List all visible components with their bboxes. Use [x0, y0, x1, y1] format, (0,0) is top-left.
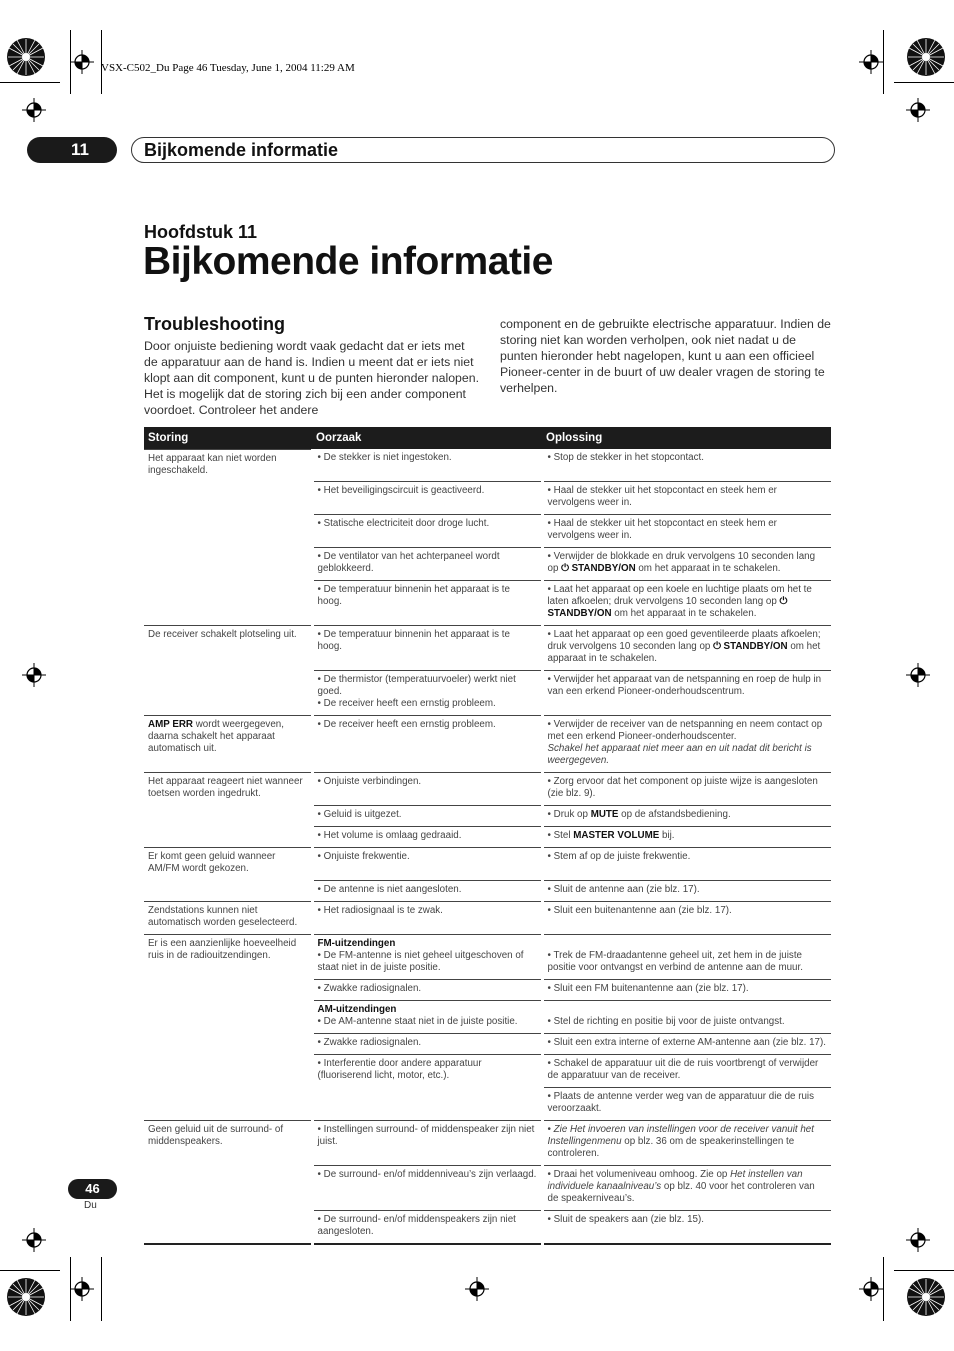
- chapter-label: Hoofdstuk 11: [144, 222, 258, 242]
- remedy-cell: • Stel MASTER VOLUME bij.: [542, 827, 831, 848]
- symptom-cell: [144, 806, 312, 827]
- symptom-cell: Het apparaat kan niet worden ingeschakeld.: [144, 449, 312, 482]
- symptom-cell: [144, 1087, 312, 1120]
- table-row: [144, 827, 831, 848]
- sunburst-mark-icon: [906, 37, 946, 77]
- page-number-badge: 46: [68, 1179, 117, 1199]
- table-row: [144, 979, 831, 1000]
- print-slug: VSX-C502_Du Page 46 Tuesday, June 1, 2004 11:29 AM: [101, 62, 355, 74]
- registration-mark-icon: [70, 50, 94, 74]
- table-row: [144, 671, 831, 716]
- column-header-storing: Storing: [144, 427, 312, 449]
- cause-cell: • Geluid is uitgezet.: [312, 806, 542, 827]
- symptom-cell: [144, 1210, 312, 1244]
- cause-cell: • De temperatuur binnenin het apparaat is te hoog.: [312, 626, 542, 671]
- remedy-cell: • Druk op MUTE op de afstandsbediening.: [542, 806, 831, 827]
- registration-mark-icon: [906, 1228, 930, 1252]
- standby-on-key: ⏻ STANDBY/ON: [561, 563, 636, 574]
- symptom-cell: [144, 1000, 312, 1033]
- remedy-cell: • Stel de richting en positie bij voor de juiste ontvangst.: [542, 1000, 831, 1033]
- symptom-cell: [144, 548, 312, 581]
- table-row: [144, 773, 831, 806]
- remedy-cell: • Laat het apparaat op een goed geventileerde plaats afkoelen; druk vervolgens 10 seconden lang op ⏻ STANDBY/ON om het apparaat in te schakelen.: [542, 626, 831, 671]
- table-row: [144, 1210, 831, 1244]
- cause-cell: • Interferentie door andere apparatuur (fluoriserend licht, motor, etc.).: [312, 1054, 542, 1087]
- remedy-cell: • Haal de stekker uit het stopcontact en steek hem er vervolgens weer in.: [542, 482, 831, 515]
- cross-reference: Zie Het invoeren van instellingen voor de receiver vanuit het Instellingenmenu: [547, 1123, 814, 1147]
- cause-cell: • De antenne is niet aangesloten.: [312, 880, 542, 901]
- symptom-cell: [144, 979, 312, 1000]
- table-row: [144, 934, 831, 979]
- table-row: [144, 1120, 831, 1165]
- master-volume-key: MASTER VOLUME: [573, 830, 660, 841]
- symptom-cell: [144, 515, 312, 548]
- am-subheading: AM-uitzendingen: [317, 1003, 397, 1015]
- table-row: [144, 626, 831, 671]
- symptom-cell: [144, 581, 312, 626]
- remedy-cell: • Zie Het invoeren van instellingen voor de receiver vanuit het Instellingenmenu op blz. 36 om de speakerinstellingen te controleren.: [542, 1120, 831, 1165]
- remedy-cell: • Sluit een buitenantenne aan (zie blz. 17).: [542, 901, 831, 934]
- symptom-cell: Geen geluid uit de surround- of middenspeakers.: [144, 1120, 312, 1165]
- remedy-cell: • Stop de stekker in het stopcontact.: [542, 449, 831, 482]
- cause-cell: • De temperatuur binnenin het apparaat is te hoog.: [312, 581, 542, 626]
- cause-cell: • De surround- en/of middenspeakers zijn niet aangesloten.: [312, 1210, 542, 1244]
- remedy-cell: • Zorg ervoor dat het component op juiste wijze is aangesloten (zie blz. 9).: [542, 773, 831, 806]
- sunburst-mark-icon: [906, 1277, 946, 1317]
- symptom-cell: [144, 671, 312, 716]
- registration-mark-icon: [859, 1277, 883, 1301]
- cause-cell: • Onjuiste verbindingen.: [312, 773, 542, 806]
- table-row: [144, 515, 831, 548]
- intro-text-right: component en de gebruikte electrische apparatuur. Indien de storing niet kan worden verholpen, ook niet nadat u de punten hieronder hebt nagelopen, kunt u aan een officieel Pioneer-center in de buurt of uw dealer vragen de storing te verhelpen.: [500, 317, 831, 395]
- remedy-cell: • Trek de FM-draadantenne geheel uit, zet hem in de juiste positie voor ontvangst en verbind de antenne aan de muur.: [542, 934, 831, 979]
- remedy-cell: • Verwijder het apparaat van de netspanning en roep de hulp in van een erkend Pioneer-onderhoudscentrum.: [542, 671, 831, 716]
- troubleshooting-table: [144, 427, 831, 1245]
- cause-cell: • De stekker is niet ingestoken.: [312, 449, 542, 482]
- table-row: [144, 1054, 831, 1087]
- registration-mark-icon: [906, 663, 930, 687]
- table-row: [144, 848, 831, 881]
- table-row: [144, 449, 831, 482]
- fm-subheading: FM-uitzendingen: [317, 937, 396, 949]
- remedy-cell: • Draai het volumeniveau omhoog. Zie op Het instellen van individuele kanaalniveau’s op blz. 40 voor het controleren van de speakerniveau’s.: [542, 1165, 831, 1210]
- symptom-cell: [144, 827, 312, 848]
- remedy-cell: • Stem af op de juiste frekwentie.: [542, 848, 831, 881]
- standby-on-key: ⏻ STANDBY/ON: [547, 596, 788, 619]
- remedy-cell: • Sluit de antenne aan (zie blz. 17).: [542, 880, 831, 901]
- cross-reference: Het instellen van individuele kanaalniveau’s: [547, 1168, 803, 1192]
- column-header-oorzaak: Oorzaak: [312, 427, 542, 449]
- table-header-row: [144, 427, 831, 449]
- section-heading: Troubleshooting: [144, 314, 285, 334]
- remedy-cell: • Haal de stekker uit het stopcontact en steek hem er vervolgens weer in.: [542, 515, 831, 548]
- symptom-cell: [144, 1033, 312, 1054]
- cause-cell: • De receiver heeft een ernstig probleem.: [312, 716, 542, 773]
- symptom-cell: [144, 1165, 312, 1210]
- page-title: Bijkomende informatie: [143, 240, 553, 283]
- amp-err-indicator: AMP ERR: [148, 719, 193, 730]
- table-row: [144, 482, 831, 515]
- remedy-cell: • Laat het apparaat op een koele en luchtige plaats om het te laten afkoelen; druk vervolgens 10 seconden lang op ⏻ STANDBY/ON om het apparaat in te schakelen.: [542, 581, 831, 626]
- remedy-cell: • Verwijder de receiver van de netspanning en neem contact op met een erkend Pioneer-onderhoudscenter. Schakel het apparaat niet meer aan en uit nadat dit bericht is weergegeven.: [542, 716, 831, 773]
- cause-cell: • De surround- en/of middenniveau’s zijn verlaagd.: [312, 1165, 542, 1210]
- cause-cell: • Instellingen surround- of middenspeaker zijn niet juist.: [312, 1120, 542, 1165]
- registration-mark-icon: [22, 663, 46, 687]
- registration-mark-icon: [465, 1277, 489, 1301]
- registration-mark-icon: [22, 1228, 46, 1252]
- cause-cell: • Zwakke radiosignalen.: [312, 979, 542, 1000]
- cause-cell: AM-uitzendingen • De AM-antenne staat niet in de juiste positie.: [312, 1000, 542, 1033]
- cause-cell: • Statische electriciteit door droge lucht.: [312, 515, 542, 548]
- cause-cell: • Zwakke radiosignalen.: [312, 1033, 542, 1054]
- symptom-cell: [144, 482, 312, 515]
- table-row: [144, 901, 831, 934]
- sunburst-mark-icon: [6, 1277, 46, 1317]
- table-row: [144, 806, 831, 827]
- remedy-cell: • Sluit een FM buitenantenne aan (zie blz. 17).: [542, 979, 831, 1000]
- table-row: [144, 716, 831, 773]
- table-row: [144, 548, 831, 581]
- symptom-cell: Er komt geen geluid wanneer AM/FM wordt gekozen.: [144, 848, 312, 881]
- symptom-cell: Zendstations kunnen niet automatisch worden geselecteerd.: [144, 901, 312, 934]
- header-title: Bijkomende informatie: [144, 140, 339, 160]
- cause-cell: [312, 1087, 542, 1120]
- symptom-cell: [144, 1054, 312, 1087]
- standby-on-key: ⏻ STANDBY/ON: [713, 641, 788, 652]
- cause-cell: • Het beveiligingscircuit is geactiveerd.: [312, 482, 542, 515]
- registration-mark-icon: [906, 98, 930, 122]
- mute-key: MUTE: [590, 809, 619, 820]
- sunburst-mark-icon: [6, 37, 46, 77]
- symptom-cell: Het apparaat reageert niet wanneer toetsen worden ingedrukt.: [144, 773, 312, 806]
- cause-cell: • De ventilator van het achterpaneel wordt geblokkeerd.: [312, 548, 542, 581]
- symptom-cell: Er is een aanzienlijke hoeveelheid ruis in de radiouitzendingen.: [144, 934, 312, 979]
- cause-cell: • De thermistor (temperatuurvoeler) werkt niet goed. • De receiver heeft een ernstig probleem.: [312, 671, 542, 716]
- table-row: [144, 1033, 831, 1054]
- table-row: [144, 581, 831, 626]
- table-row: [144, 1165, 831, 1210]
- table-row: [144, 880, 831, 901]
- column-header-oplossing: Oplossing: [542, 427, 831, 449]
- remedy-cell: • Sluit de speakers aan (zie blz. 15).: [542, 1210, 831, 1244]
- remedy-cell: • Schakel de apparatuur uit die de ruis voortbrengt of verwijder de apparatuur van de receiver.: [542, 1054, 831, 1087]
- remedy-cell: • Sluit een extra interne of externe AM-antenne aan (zie blz. 17).: [542, 1033, 831, 1054]
- cause-cell: • Onjuiste frekwentie.: [312, 848, 542, 881]
- table-row: [144, 1087, 831, 1120]
- table-row: [144, 1000, 831, 1033]
- page-language: Du: [84, 1200, 97, 1211]
- cause-cell: • Het volume is omlaag gedraaid.: [312, 827, 542, 848]
- symptom-cell: De receiver schakelt plotseling uit.: [144, 626, 312, 671]
- symptom-cell: AMP ERR wordt weergegeven, daarna schakelt het apparaat automatisch uit.: [144, 716, 312, 773]
- remedy-cell: • Verwijder de blokkade en druk vervolgens 10 seconden lang op ⏻ STANDBY/ON om het apparaat in te schakelen.: [542, 548, 831, 581]
- symptom-cell: [144, 880, 312, 901]
- cause-cell: • Het radiosignaal is te zwak.: [312, 901, 542, 934]
- cause-cell: FM-uitzendingen • De FM-antenne is niet geheel uitgeschoven of staat niet in de juiste positie.: [312, 934, 542, 979]
- registration-mark-icon: [70, 1277, 94, 1301]
- registration-mark-icon: [22, 98, 46, 122]
- registration-mark-icon: [859, 50, 883, 74]
- remedy-cell: • Plaats de antenne verder weg van de apparatuur die de ruis veroorzaakt.: [542, 1087, 831, 1120]
- intro-text-left: Door onjuiste bediening wordt vaak gedacht dat er iets met de apparatuur aan de hand is. Indien u meent dat er iets niet klopt aan dit component, kunt u de punten hieronder nalopen. Het is mogelijk dat de storing zich bij een ander component voordoet. Controleer het andere: [144, 339, 479, 417]
- warning-note: Schakel het apparaat niet meer aan en uit nadat dit bericht is weergegeven.: [547, 743, 812, 766]
- chapter-number-badge: 11: [27, 137, 117, 163]
